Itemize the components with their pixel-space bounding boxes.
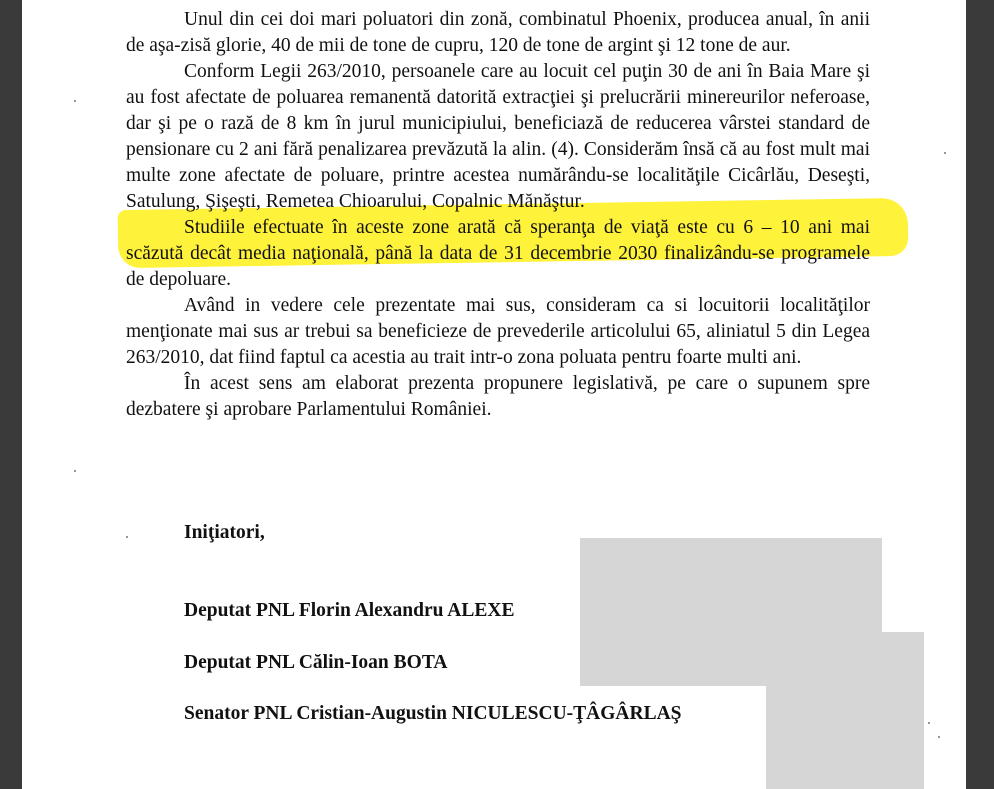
paragraph-2 bbox=[126, 59, 870, 215]
signature-redaction bbox=[580, 632, 924, 686]
paragraph-5: În acest sens am elaborat prezenta propunere legislativă, pe care o supunem spre dezbatere şi aprobare Parlamentului României. bbox=[126, 373, 870, 420]
signature-redaction bbox=[766, 686, 924, 789]
scan-speck bbox=[74, 100, 76, 102]
viewer-right-gutter bbox=[966, 0, 994, 789]
initiators-heading: Iniţiatori, bbox=[184, 522, 265, 543]
viewer-left-gutter bbox=[0, 0, 22, 789]
signature-redaction bbox=[580, 538, 882, 634]
document-page bbox=[22, 0, 966, 789]
scan-speck bbox=[126, 536, 128, 538]
highlighted-localities: Cicârlău, Deseşti, Satulung, Şişeşti, Remetea Chioarului, Copalnic Mănăştur. bbox=[126, 165, 870, 212]
signatory-1: Deputat PNL Florin Alexandru ALEXE bbox=[184, 600, 515, 621]
signatory-2: Deputat PNL Călin-Ioan BOTA bbox=[184, 652, 448, 673]
scan-speck bbox=[938, 736, 940, 738]
paragraph-2-text: Conform Legii 263/2010, persoanele care au locuit cel puţin 30 de ani în Baia Mare şi au fost afectate de poluarea remanentă datorită extracţiei şi prelucrării minereurilor neferoase, dar şi pe o rază de 8 km în jurul municipiului, beneficiază de reducerea vârstei standard de pensionare cu 2 ani fără penalizarea prevăzută la alin. (4). Considerăm însă că au fost mult mai multe zone afectate de poluare, printre acestea numărându-se localităţile bbox=[126, 61, 870, 186]
scan-speck bbox=[74, 470, 76, 472]
body-text bbox=[126, 0, 870, 423]
scan-speck bbox=[944, 152, 946, 154]
paragraph-1: Unul din cei doi mari poluatori din zonă, combinatul Phoenix, producea anual, în anii de aşa-zisă glorie, 40 de mii de tone de cupru, 120 de tone de argint şi 12 tone de aur. bbox=[126, 9, 870, 56]
scan-speck bbox=[928, 722, 930, 724]
signatory-3: Senator PNL Cristian-Augustin NICULESCU-ŢÂGÂRLAŞ bbox=[184, 703, 682, 724]
paragraph-4: Având in vedere cele prezentate mai sus, consideram ca si locuitorii localităţilor menţionate mai sus ar trebui sa beneficieze de prevederile articolului 65, aliniatul 5 din Legea 263/2010, dat fiind faptul ca acestia au trait intr-o zona poluata pentru foarte multi ani. bbox=[126, 295, 870, 368]
paragraph-3: Studiile efectuate în aceste zone arată că speranţa de viaţă este cu 6 – 10 ani mai scăzută decât media naţională, până la data de 31 decembrie 2030 finalizându-se programele de depoluare. bbox=[126, 217, 870, 290]
